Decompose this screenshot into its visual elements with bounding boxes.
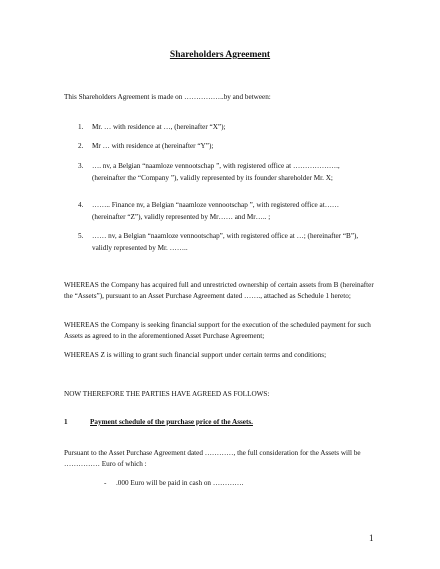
document-title: Shareholders Agreement [169, 50, 271, 60]
party-text: Mr. … with residence at …, (hereinafter “X”); [92, 123, 226, 131]
therefore-statement: NOW THEREFORE THE PARTIES HAVE AGREED AS FOLLOWS: [64, 390, 270, 398]
party-number: 4. [78, 201, 84, 209]
section-number: 1 [64, 418, 68, 426]
party-text: …….. Finance nv, a Belgian “naamloze vennootschap ”, with registered office at…… (hereinafter “Z”), validly represented by Mr…… and Mr….. ; [92, 201, 340, 221]
party-text: …… nv, a Belgian “naamloze vennootschap”, with registered office at …; (hereinafter “B”), validly represented by Mr. …….. [92, 232, 359, 252]
party-text: …. nv, a Belgian “naamloze vennootschap ”, with registered office at ………………., (hereinafter the “Company ”), validly represented by its founder shareholder Mr. X; [92, 162, 340, 182]
party-number: 3. [78, 162, 84, 170]
party-text: Mr … with residence at (hereinafter “Y”); [92, 142, 214, 150]
page-number: 1 [369, 533, 374, 543]
bullet-dash: - [104, 479, 107, 487]
section-paragraph: Pursuant to the Asset Purchase Agreement dated …………, the full consideration for the Assets will be …………… Euro of which : [64, 449, 361, 468]
intro-paragraph: This Shareholders Agreement is made on ……………..by and between: [64, 93, 271, 101]
party-number: 5. [78, 232, 84, 240]
bullet-text: .000 Euro will be paid in cash on …………. [116, 479, 244, 487]
section-title: Payment schedule of the purchase price of the Assets. [90, 418, 253, 426]
whereas-paragraph: WHEREAS the Company has acquired full and unrestricted ownership of certain assets from B (hereinafter the “Assets”), pursuant to an Asset Purchase Agreement dated ……., attached as Schedule 1 hereto; [64, 281, 374, 300]
party-number: 1. [78, 123, 84, 131]
party-number: 2. [78, 142, 84, 150]
whereas-paragraph: WHEREAS the Company is seeking financial support for the execution of the scheduled payment for such Assets as agreed to in the aforementioned Asset Purchase Agreement; [64, 321, 371, 340]
whereas-paragraph: WHEREAS Z is willing to grant such financial support under certain terms and conditions; [64, 351, 327, 359]
